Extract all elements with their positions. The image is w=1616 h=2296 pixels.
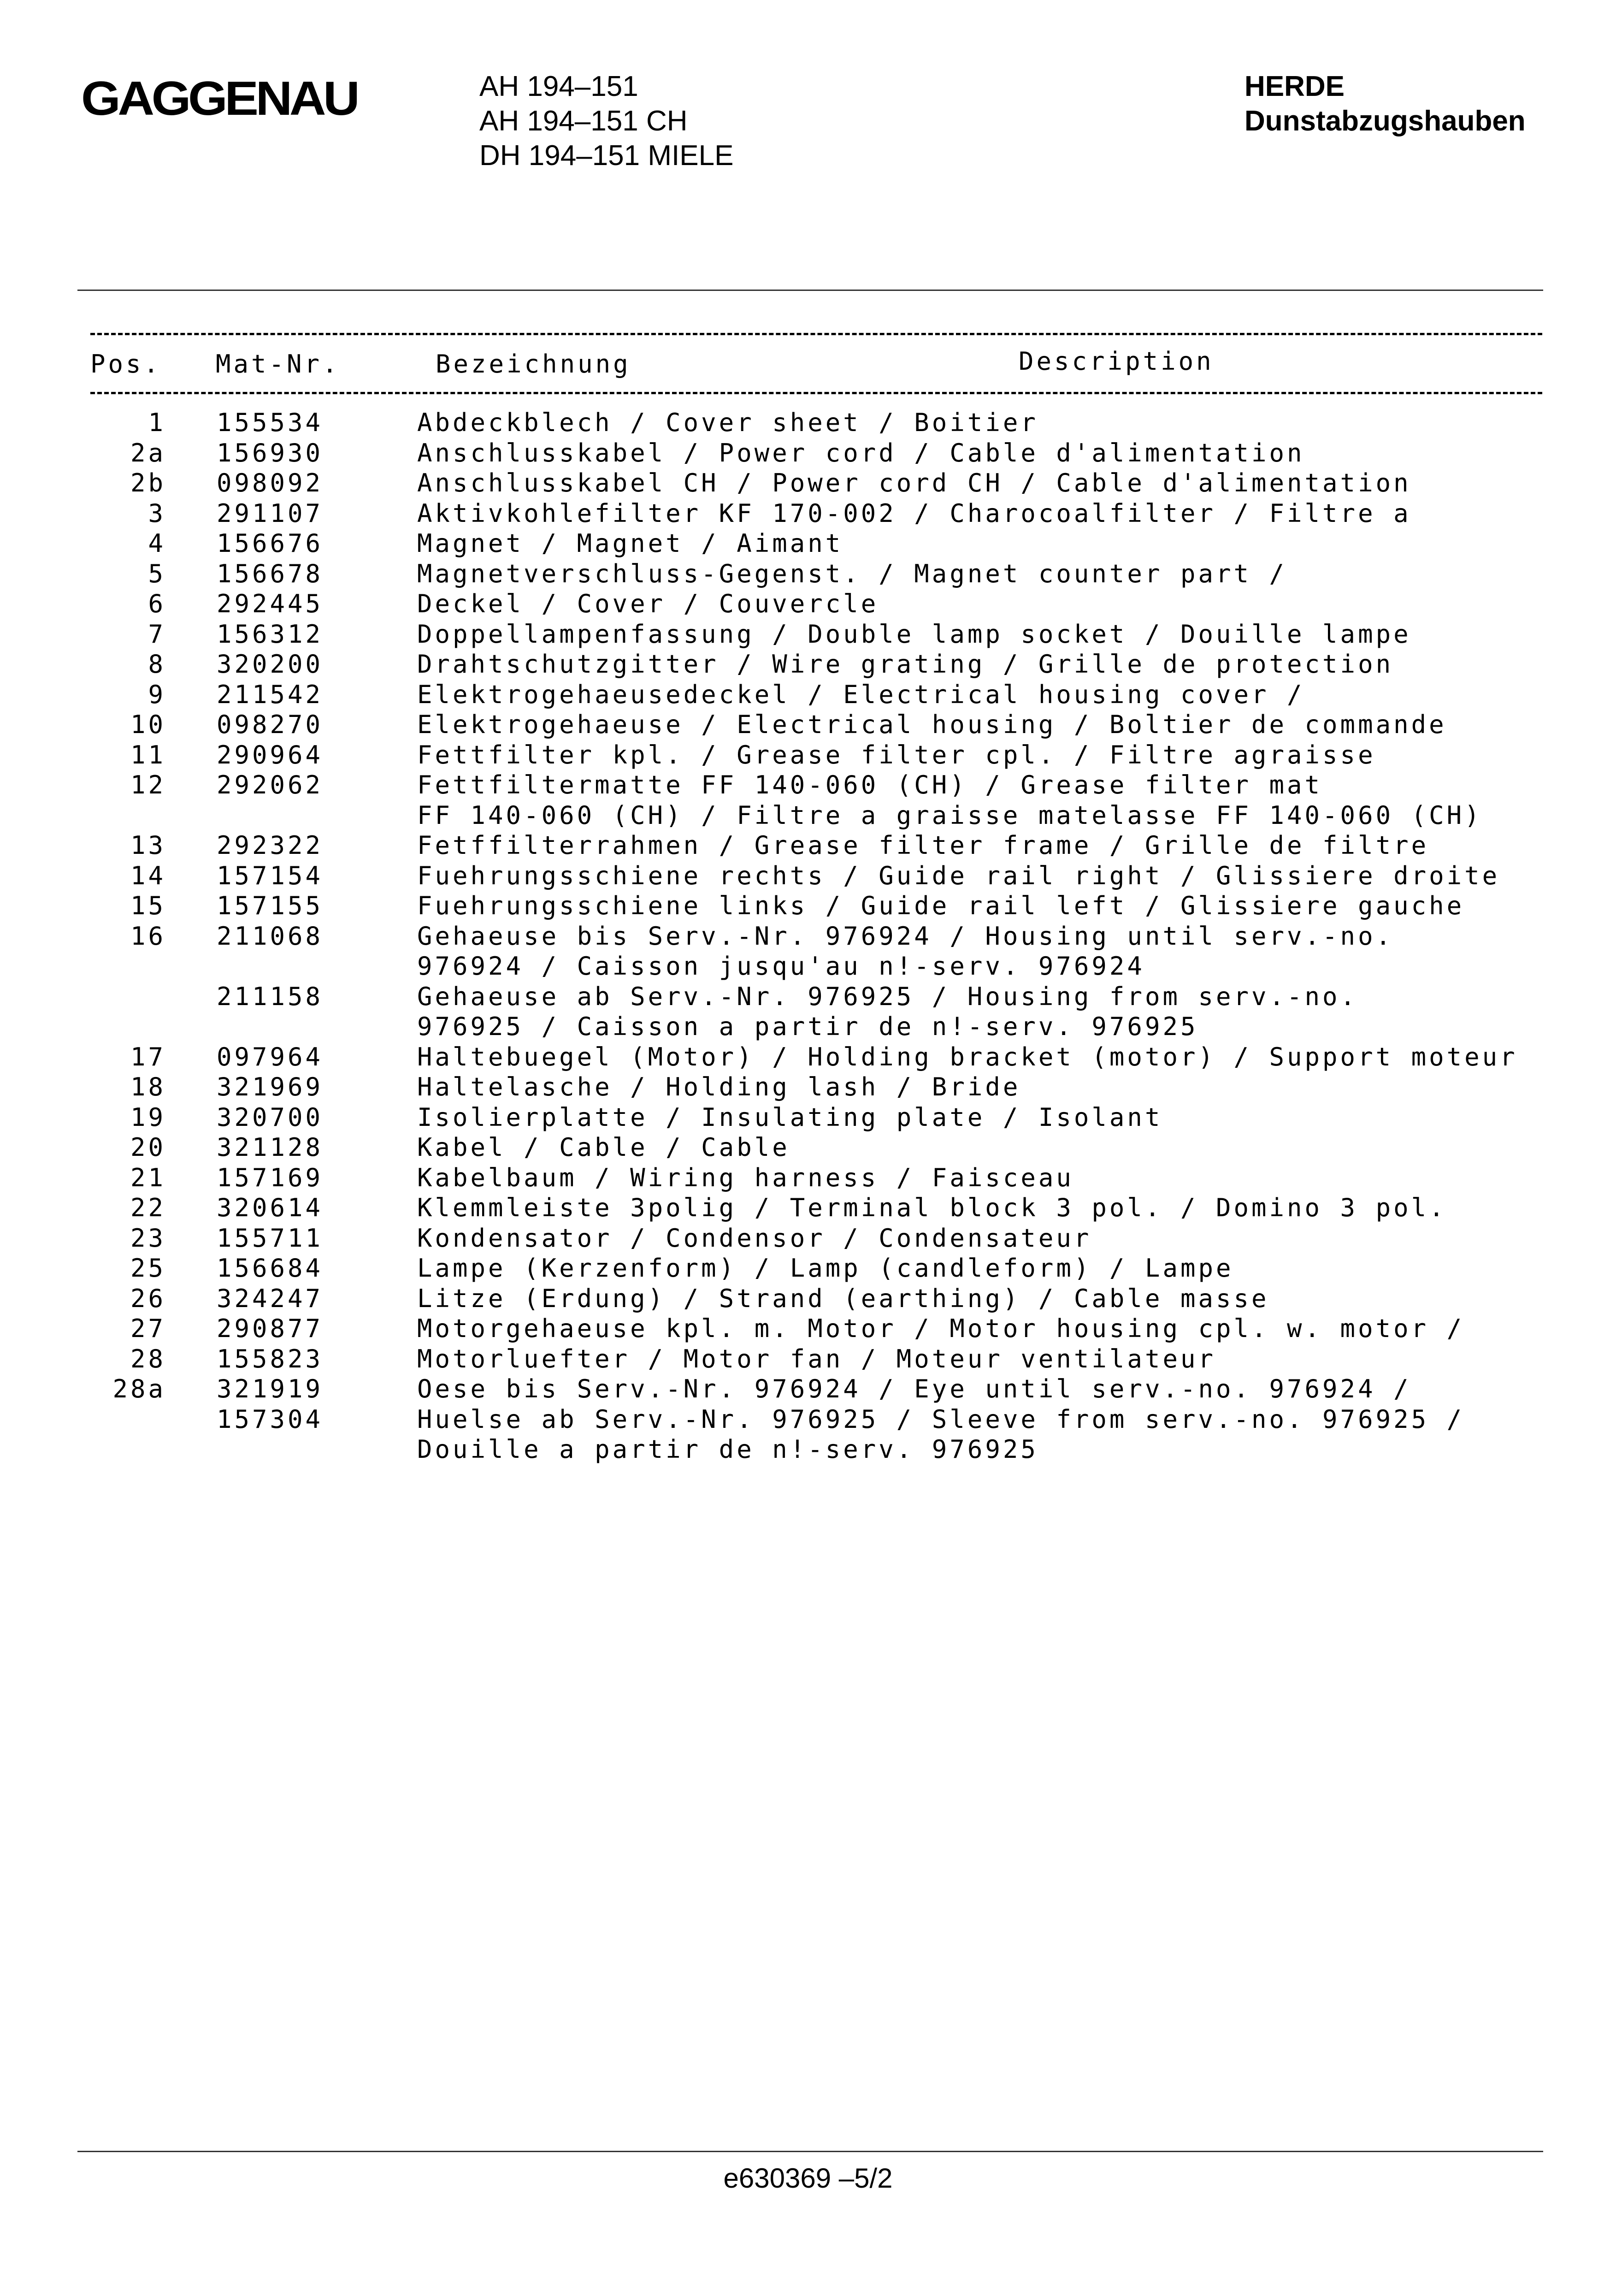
part-description: Anschlusskabel / Power cord / Cable d'alimentation (417, 438, 1305, 467)
part-description: Kondensator / Condensor / Condensateur (417, 1223, 1092, 1253)
table-row (0, 1435, 1616, 1465)
material-number: 320614 (217, 1193, 324, 1222)
material-number: 157154 (217, 861, 324, 890)
part-position: 28a (112, 1374, 166, 1403)
table-row (0, 861, 1616, 892)
material-number: 321128 (217, 1133, 324, 1162)
material-number: 155534 (217, 408, 324, 437)
category-subtitle: Dunstabzugshauben (1244, 105, 1526, 137)
table-row (0, 1103, 1616, 1133)
header-divider (77, 290, 1543, 291)
table-row (0, 1254, 1616, 1284)
part-description: Lampe (Kerzenform) / Lamp (candleform) / Lampe (417, 1254, 1234, 1283)
part-position: 13 (130, 831, 166, 860)
material-number: 211542 (217, 680, 324, 709)
part-description: Magnetverschluss-Gegenst. / Magnet counter part / (417, 559, 1287, 588)
material-number: 156678 (217, 559, 324, 588)
material-number: 211158 (217, 982, 324, 1011)
table-row (0, 1284, 1616, 1314)
table-row (0, 589, 1616, 620)
table-header-dashes (90, 392, 1542, 394)
part-position: 12 (130, 770, 166, 799)
part-position: 11 (130, 740, 166, 769)
part-position: 15 (130, 891, 166, 920)
part-description: Fuehrungsschiene links / Guide rail left / Glissiere gauche (417, 891, 1465, 920)
part-position: 27 (130, 1314, 166, 1343)
part-description: Doppellampenfassung / Double lamp socket / Douille lampe (417, 619, 1411, 649)
table-row (0, 499, 1616, 529)
product-category (1244, 69, 1526, 138)
material-number: 321969 (217, 1072, 324, 1101)
document-number: e630369 –5/2 (723, 2163, 893, 2194)
part-description: Haltelasche / Holding lash / Bride (417, 1072, 1021, 1101)
part-description: Isolierplatte / Insulating plate / Isolant (417, 1102, 1163, 1132)
material-number: 098092 (217, 468, 324, 497)
material-number: 320700 (217, 1102, 324, 1132)
model-number: DH 194–151 MIELE (479, 140, 734, 172)
table-row (0, 801, 1616, 831)
part-position: 22 (130, 1193, 166, 1222)
part-description: Elektrogehaeusedeckel / Electrical housing cover / (417, 680, 1305, 709)
material-number: 157155 (217, 891, 324, 920)
material-number: 157304 (217, 1404, 324, 1434)
table-row (0, 1224, 1616, 1254)
column-header-description: Description (1019, 347, 1214, 376)
part-position: 26 (130, 1284, 166, 1313)
table-row (0, 529, 1616, 559)
part-description: Fetffilterrahmen / Grease filter frame / Grille de filtre (417, 831, 1429, 860)
column-header-pos: Pos. (90, 349, 162, 379)
brand-logo: GAGGENAU (81, 72, 357, 125)
part-position: 9 (148, 680, 166, 709)
table-row (0, 922, 1616, 952)
part-description: Kabelbaum / Wiring harness / Faisceau (417, 1163, 1074, 1192)
part-description: Anschlusskabel CH / Power cord CH / Cable d'alimentation (417, 468, 1411, 497)
material-number: 156676 (217, 529, 324, 558)
part-description: Fettfiltermatte FF 140-060 (CH) / Grease filter mat (417, 770, 1323, 799)
material-number: 097964 (217, 1042, 324, 1071)
material-number: 098270 (217, 710, 324, 739)
part-description: Fuehrungsschiene rechts / Guide rail right / Glissiere droite (417, 861, 1500, 890)
part-description: Magnet / Magnet / Aimant (417, 529, 843, 558)
material-number: 155711 (217, 1223, 324, 1253)
model-number: AH 194–151 CH (479, 105, 688, 137)
column-header-mat-nr: Mat-Nr. (216, 349, 340, 379)
part-description: Litze (Erdung) / Strand (earthing) / Cable masse (417, 1284, 1269, 1313)
part-position: 14 (130, 861, 166, 890)
table-row (0, 831, 1616, 861)
table-row (0, 468, 1616, 499)
material-number: 324247 (217, 1284, 324, 1313)
part-position: 17 (130, 1042, 166, 1071)
part-position: 1 (148, 408, 166, 437)
model-number: AH 194–151 (479, 71, 638, 102)
part-position: 16 (130, 921, 166, 951)
material-number: 155823 (217, 1344, 324, 1373)
table-row (0, 1012, 1616, 1042)
part-description: Gehaeuse bis Serv.-Nr. 976924 / Housing until serv.-no. (417, 921, 1394, 951)
part-description: Douille a partir de n!-serv. 976925 (417, 1435, 1038, 1464)
part-description: Huelse ab Serv.-Nr. 976925 / Sleeve from serv.-no. 976925 / (417, 1404, 1465, 1434)
part-position: 20 (130, 1133, 166, 1162)
part-description: Haltebuegel (Motor) / Holding bracket (motor) / Support moteur (417, 1042, 1518, 1071)
table-row (0, 740, 1616, 771)
table-row (0, 770, 1616, 801)
table-row (0, 982, 1616, 1012)
table-row (0, 620, 1616, 650)
material-number: 211068 (217, 921, 324, 951)
part-description: Kabel / Cable / Cable (417, 1133, 790, 1162)
part-position: 5 (148, 559, 166, 588)
part-position: 3 (148, 498, 166, 528)
parts-table-body (0, 408, 1616, 1465)
part-position: 28 (130, 1344, 166, 1373)
material-number: 291107 (217, 498, 324, 528)
part-description: Elektrogehaeuse / Electrical housing / Boltier de commande (417, 710, 1447, 739)
table-row (0, 559, 1616, 590)
part-description: Oese bis Serv.-Nr. 976924 / Eye until serv.-no. 976924 / (417, 1374, 1411, 1403)
material-number: 292322 (217, 831, 324, 860)
part-description: FF 140-060 (CH) / Filtre a graisse matelasse FF 140-060 (CH) (417, 800, 1482, 830)
part-description: Abdeckblech / Cover sheet / Boitier (417, 408, 1038, 437)
material-number: 290964 (217, 740, 324, 769)
part-position: 25 (130, 1254, 166, 1283)
table-row (0, 1072, 1616, 1103)
table-row (0, 408, 1616, 438)
part-position: 6 (148, 589, 166, 618)
table-row (0, 1405, 1616, 1435)
part-description: Klemmleiste 3polig / Terminal block 3 pol. / Domino 3 pol. (417, 1193, 1447, 1222)
material-number: 321919 (217, 1374, 324, 1403)
part-position: 10 (130, 710, 166, 739)
part-description: 976924 / Caisson jusqu'au n!-serv. 976924 (417, 952, 1145, 981)
material-number: 157169 (217, 1163, 324, 1192)
material-number: 292445 (217, 589, 324, 618)
part-description: Deckel / Cover / Couvercle (417, 589, 879, 618)
table-row (0, 1344, 1616, 1375)
table-row (0, 438, 1616, 469)
part-description: Fettfilter kpl. / Grease filter cpl. / Filtre agraisse (417, 740, 1376, 769)
table-row (0, 1193, 1616, 1224)
part-description: 976925 / Caisson a partir de n!-serv. 976925 (417, 1012, 1198, 1041)
part-position: 2a (130, 438, 166, 467)
part-position: 19 (130, 1102, 166, 1132)
part-description: Aktivkohlefilter KF 170-002 / Charocoalfilter / Filtre a (417, 498, 1411, 528)
part-position: 23 (130, 1223, 166, 1253)
part-position: 7 (148, 619, 166, 649)
table-row (0, 680, 1616, 710)
category-title: HERDE (1244, 71, 1345, 102)
table-row (0, 1374, 1616, 1405)
table-top-dashes (90, 333, 1542, 335)
part-position: 8 (148, 650, 166, 679)
column-header-bezeichnung: Bezeichnung (436, 349, 631, 379)
material-number: 320200 (217, 650, 324, 679)
part-description: Drahtschutzgitter / Wire grating / Grille de protection (417, 650, 1394, 679)
table-row (0, 891, 1616, 922)
material-number: 156684 (217, 1254, 324, 1283)
material-number: 156312 (217, 619, 324, 649)
part-description: Motorluefter / Motor fan / Moteur ventilateur (417, 1344, 1216, 1373)
part-position: 21 (130, 1163, 166, 1192)
material-number: 292062 (217, 770, 324, 799)
footer-divider (77, 2151, 1543, 2152)
table-row (0, 952, 1616, 982)
part-position: 4 (148, 529, 166, 558)
table-row (0, 710, 1616, 740)
part-position: 2b (130, 468, 166, 497)
table-row (0, 1133, 1616, 1163)
material-number: 290877 (217, 1314, 324, 1343)
table-row (0, 1314, 1616, 1344)
part-description: Motorgehaeuse kpl. m. Motor / Motor housing cpl. w. motor / (417, 1314, 1465, 1343)
table-row (0, 1163, 1616, 1194)
table-row (0, 1042, 1616, 1073)
model-list (479, 69, 733, 173)
part-position: 18 (130, 1072, 166, 1101)
material-number: 156930 (217, 438, 324, 467)
table-row (0, 650, 1616, 680)
part-description: Gehaeuse ab Serv.-Nr. 976925 / Housing from serv.-no. (417, 982, 1358, 1011)
